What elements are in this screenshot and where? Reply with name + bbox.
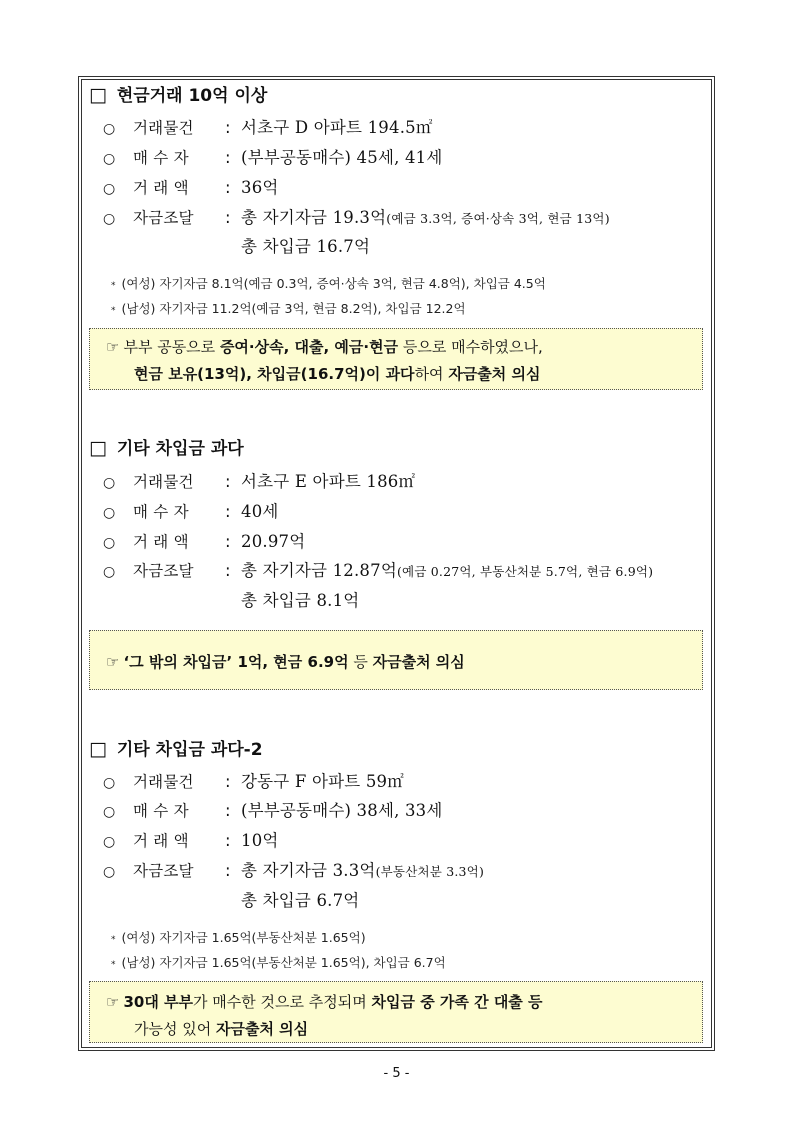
section-heading-loan xyxy=(89,434,244,459)
note-male xyxy=(111,953,446,971)
row-property xyxy=(103,114,433,138)
page-number: - 5 - xyxy=(383,1066,410,1081)
row-value: 40세 xyxy=(241,502,279,521)
note-text: (여성) 자기자금 1.65억(부동산처분 1.65억) xyxy=(121,930,366,945)
row-value-detail: (예금 3.3억, 증여·상속 3억, 현금 13억) xyxy=(386,211,610,226)
callout-text: 등으로 매수하였으나, xyxy=(398,338,543,356)
row-funding xyxy=(103,857,484,881)
callout-text: 가 매수한 것으로 추정되며 xyxy=(193,993,372,1011)
circle-bullet-icon: ○ xyxy=(103,535,116,551)
row-value: 강동구 F 아파트 59㎡ xyxy=(241,772,404,791)
circle-bullet-icon: ○ xyxy=(103,834,116,850)
row-value: (부부공동매수) 38세, 33세 xyxy=(241,801,443,820)
row-buyer xyxy=(103,144,443,168)
colon: : xyxy=(225,772,231,791)
row-buyer xyxy=(103,797,443,821)
circle-bullet-icon: ○ xyxy=(103,181,116,197)
note-female xyxy=(111,928,366,946)
row-buyer xyxy=(103,498,279,522)
callout-text: 부부 공동으로 xyxy=(123,338,220,356)
callout-emphasis: 현금 보유(13억), 차입금(16.7억)이 과다 xyxy=(134,365,415,383)
row-value: 총 자기자금 12.87억 xyxy=(241,561,397,580)
callout-emphasis: 30대 부부 xyxy=(123,993,194,1011)
row-value-detail: (부동산처분 3.3억) xyxy=(375,864,485,879)
row-label: 거래물건 xyxy=(133,473,194,491)
circle-bullet-icon: ○ xyxy=(103,211,116,227)
callout-suspicion-3 xyxy=(89,981,703,1043)
checkbox-square-icon: □ xyxy=(89,738,107,760)
section-heading-loan-2 xyxy=(89,735,263,760)
section-title: 기타 차입금 과다 xyxy=(116,439,244,459)
callout-suspicion-1 xyxy=(89,328,703,390)
circle-bullet-icon: ○ xyxy=(103,775,116,791)
row-label: 거래물건 xyxy=(133,773,194,791)
row-value: 20.97억 xyxy=(241,532,306,551)
pointing-hand-icon: ☞ xyxy=(106,993,120,1011)
note-male xyxy=(111,299,466,317)
row-funding xyxy=(103,204,610,228)
pointing-hand-icon: ☞ xyxy=(106,338,120,356)
callout-text: 하여 xyxy=(414,365,449,383)
callout-line xyxy=(106,991,543,1012)
row-label: 거 래 액 xyxy=(133,179,189,197)
colon: : xyxy=(225,208,231,227)
note-female xyxy=(111,274,546,292)
section-title: 현금거래 10억 이상 xyxy=(116,86,268,106)
colon: : xyxy=(225,861,231,880)
row-value: 36억 xyxy=(241,178,279,197)
circle-bullet-icon: ○ xyxy=(103,505,116,521)
row-label: 거 래 액 xyxy=(133,832,189,850)
content-frame xyxy=(78,76,715,1051)
row-label: 거래물건 xyxy=(133,119,194,137)
circle-bullet-icon: ○ xyxy=(103,564,116,580)
callout-line xyxy=(134,1018,308,1039)
colon: : xyxy=(225,148,231,167)
callout-emphasis: 자금출처 의심 xyxy=(448,365,541,383)
asterisk-icon: * xyxy=(111,281,116,291)
callout-line xyxy=(134,363,540,384)
row-value: 서초구 D 아파트 194.5㎡ xyxy=(241,118,433,137)
row-value: 총 자기자금 3.3억 xyxy=(241,861,376,880)
row-funding-loan: 총 차입금 16.7억 xyxy=(241,237,371,256)
pointing-hand-icon: ☞ xyxy=(106,653,120,671)
circle-bullet-icon: ○ xyxy=(103,151,116,167)
row-label: 매 수 자 xyxy=(133,802,189,820)
callout-suspicion-2 xyxy=(89,630,703,690)
row-label: 거 래 액 xyxy=(133,533,189,551)
checkbox-square-icon: □ xyxy=(89,84,107,106)
colon: : xyxy=(225,801,231,820)
colon: : xyxy=(225,118,231,137)
colon: : xyxy=(225,532,231,551)
circle-bullet-icon: ○ xyxy=(103,804,116,820)
row-value: 서초구 E 아파트 186㎡ xyxy=(241,472,416,491)
callout-emphasis: 차입금 중 가족 간 대출 등 xyxy=(371,993,543,1011)
colon: : xyxy=(225,178,231,197)
row-label: 자금조달 xyxy=(133,562,194,580)
row-value: 10억 xyxy=(241,831,279,850)
colon: : xyxy=(225,561,231,580)
colon: : xyxy=(225,472,231,491)
row-property xyxy=(103,768,404,792)
row-value: 총 자기자금 19.3억 xyxy=(241,208,387,227)
row-amount xyxy=(103,528,305,552)
asterisk-icon: * xyxy=(111,960,116,970)
circle-bullet-icon: ○ xyxy=(103,121,116,137)
colon: : xyxy=(225,831,231,850)
callout-line xyxy=(106,336,543,357)
checkbox-square-icon: □ xyxy=(89,437,107,459)
row-amount xyxy=(103,174,279,198)
callout-emphasis: 증여·상속, 대출, 예금·현금 xyxy=(219,338,399,356)
section-title: 기타 차입금 과다-2 xyxy=(116,740,263,760)
section-heading-cash xyxy=(89,81,267,106)
colon: : xyxy=(225,502,231,521)
row-funding-loan: 총 차입금 6.7억 xyxy=(241,891,360,910)
row-amount xyxy=(103,827,279,851)
note-text: (남성) 자기자금 11.2억(예금 3억, 현금 8.2억), 차입금 12.2억 xyxy=(121,301,466,316)
asterisk-icon: * xyxy=(111,935,116,945)
row-label: 매 수 자 xyxy=(133,149,189,167)
row-funding-loan: 총 차입금 8.1억 xyxy=(241,591,360,610)
row-value: (부부공동매수) 45세, 41세 xyxy=(241,148,443,167)
callout-text: 등 xyxy=(348,653,373,671)
row-label: 자금조달 xyxy=(133,862,194,880)
row-property xyxy=(103,468,415,492)
callout-line xyxy=(106,651,465,672)
row-label: 자금조달 xyxy=(133,209,194,227)
callout-text: 가능성 있어 xyxy=(134,1020,216,1038)
callout-emphasis: 자금출처 의심 xyxy=(216,1020,309,1038)
note-text: (여성) 자기자금 8.1억(예금 0.3억, 증여·상속 3억, 현금 4.8억), 차입금 4.5억 xyxy=(121,276,546,291)
asterisk-icon: * xyxy=(111,306,116,316)
note-text: (남성) 자기자금 1.65억(부동산처분 1.65억), 차입금 6.7억 xyxy=(121,955,446,970)
row-funding xyxy=(103,557,653,581)
row-value-detail: (예금 0.27억, 부동산처분 5.7억, 현금 6.9억) xyxy=(396,564,654,579)
circle-bullet-icon: ○ xyxy=(103,864,116,880)
callout-emphasis: ‘그 밖의 차입금’ 1억, 현금 6.9억 xyxy=(123,653,349,671)
circle-bullet-icon: ○ xyxy=(103,475,116,491)
callout-emphasis: 자금출처 의심 xyxy=(372,653,465,671)
row-label: 매 수 자 xyxy=(133,503,189,521)
